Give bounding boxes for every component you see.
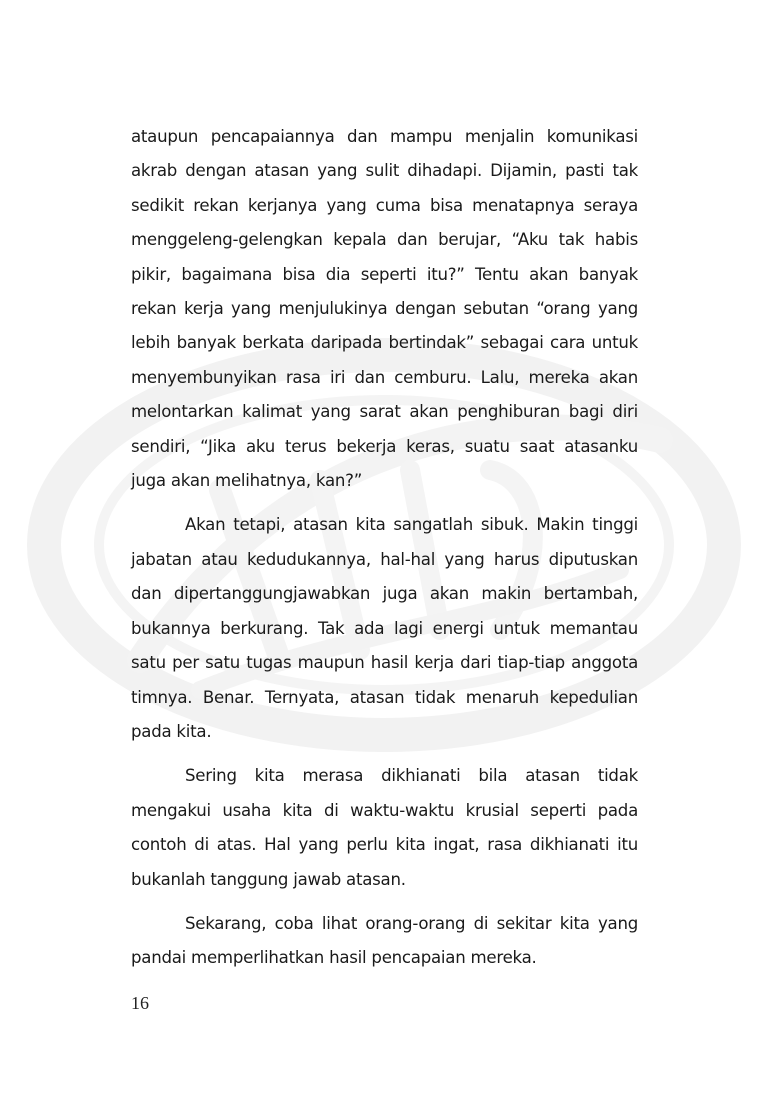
paragraph-4: Sekarang, coba lihat orang-orang di sekitar kita yang pandai memperlihatkan hasil pencapaian mereka. — [131, 913, 638, 968]
page-body — [131, 120, 638, 976]
paragraph-3: Sering kita merasa dikhianati bila atasan tidak mengakui usaha kita di waktu-waktu krusial seperti pada contoh di atas. Hal yang perlu kita ingat, rasa dikhianati itu bukanlah tanggung jawab atasan. — [131, 766, 638, 889]
paragraph-2: Akan tetapi, atasan kita sangatlah sibuk. Makin tinggi jabatan atau kedudukannya, hal-hal yang harus diputuskan dan dipertanggungjawabkan juga akan makin bertambah, bukannya berkurang. Tak ada lagi energi untuk memantau satu per satu tugas maupun hasil kerja dari tiap-tiap anggota timnya. Benar. Ternyata, atasan tidak menaruh kepedulian pada kita. — [131, 515, 638, 741]
paragraph-1: ataupun pencapaiannya dan mampu menjalin komunikasi akrab dengan atasan yang sulit dihadapi. Dijamin, pasti tak sedikit rekan kerjanya yang cuma bisa menatapnya seraya menggeleng-gelengkan kepala dan berujar, “Aku tak habis pikir, bagaimana bisa dia seperti itu?” Tentu akan banyak rekan kerja yang menjulukinya dengan sebutan “orang yang lebih banyak berkata daripada bertindak” sebagai cara untuk menyembunyikan rasa iri dan cemburu. Lalu, mereka akan melontarkan kalimat yang sarat akan penghiburan bagi diri sendiri, “Jika aku terus bekerja keras, suatu saat atasanku juga akan melihatnya, kan?” — [131, 127, 638, 491]
page-number: 16 — [131, 993, 149, 1013]
